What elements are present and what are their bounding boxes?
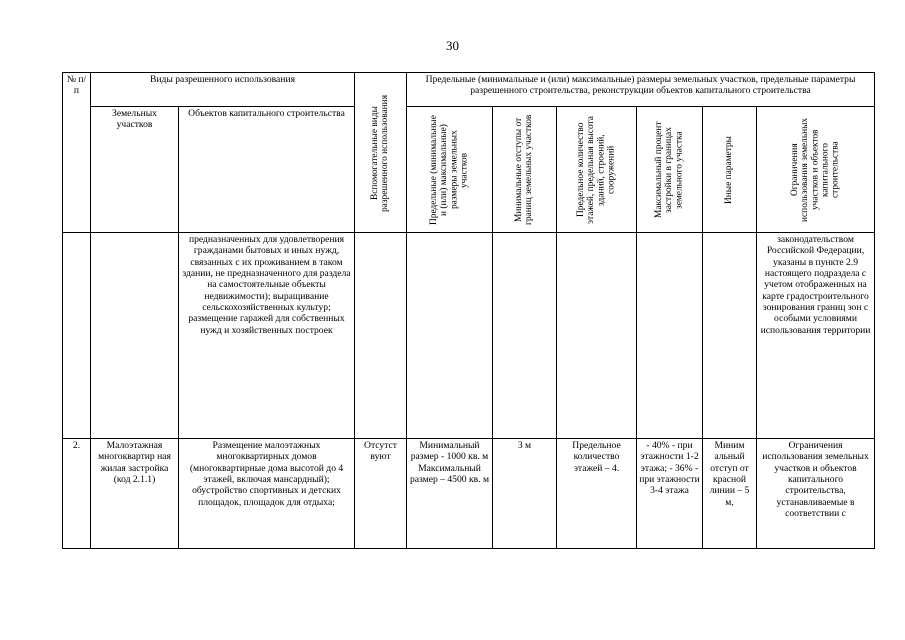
header-sub-etazhi-cell bbox=[557, 107, 637, 233]
header-sub-procent: Максимальный процент застройки в границах земельного участка bbox=[654, 121, 685, 218]
header-sub-ogranicheniya: Ограничения использования земельных участков и объектов капитального строительства bbox=[790, 117, 841, 222]
cell-num: 2. bbox=[63, 439, 91, 549]
cell-ogranicheniya: Ограничения использования земельных участков и объектов капитального строительства, устанавливаемые в соответствии с bbox=[757, 439, 875, 549]
table-row bbox=[63, 233, 875, 439]
cell-razmery bbox=[407, 233, 493, 439]
cell-etazhi bbox=[557, 233, 637, 439]
cell-etazhi: Предельное количество этажей – 4. bbox=[557, 439, 637, 549]
header-sub-procent-cell bbox=[637, 107, 703, 233]
cell-obektov: предназначенных для удовлетворения гражданами бытовых и иных нужд, связанных с их проживанием в таком здании, не предназначенного для раздела на самостоятельные объекты недвижимости); выращивание сельскохозяйственных культур; размещение гаражей для собственных нужд и хозяйственных построек bbox=[179, 233, 355, 439]
cell-vspomogatelnye: Отсутст вуют bbox=[355, 439, 407, 549]
header-sub-ogranicheniya-cell bbox=[757, 107, 875, 233]
cell-procent bbox=[637, 233, 703, 439]
table-row bbox=[63, 439, 875, 549]
zoning-table-wrapper bbox=[62, 72, 875, 549]
cell-otstupy: 3 м bbox=[493, 439, 557, 549]
zoning-table bbox=[62, 72, 875, 549]
header-sub-otstupy: Минимальные отступы от границ земельных участков bbox=[514, 114, 535, 225]
cell-zemelnyh: Малоэтажная многоквартир ная жилая застройка (код 2.1.1) bbox=[91, 439, 179, 549]
header-vspomogatelnye-cell bbox=[355, 73, 407, 233]
header-vspomogatelnye: Вспомогательные виды разрешенного использования bbox=[370, 94, 391, 212]
header-sub-inye: Иные параметры bbox=[724, 135, 735, 204]
header-sub-inye-cell bbox=[703, 107, 757, 233]
cell-otstupy bbox=[493, 233, 557, 439]
cell-ogranicheniya: законодательством Российской Федерации, указаны в пункте 2.9 настоящего подраздела с учетом отображенных на карте градостроительного зонирования границ зон с особыми условиями использования территории bbox=[757, 233, 875, 439]
header-sub-razmery-cell bbox=[407, 107, 493, 233]
header-sub-otstupy-cell bbox=[493, 107, 557, 233]
header-obektov: Объектов капитального строительства bbox=[179, 107, 355, 233]
page-number: 30 bbox=[446, 38, 459, 53]
header-sub-etazhi: Предельное количество этажей, предельная высота зданий, строений, сооружений bbox=[576, 115, 617, 224]
header-sub-razmery: Предельные (минимальные и (или) максимальные) размеры земельных участков bbox=[429, 114, 470, 225]
header-num: № п/п bbox=[63, 73, 91, 233]
cell-inye: Миним альный отступ от красной линии – 5 м, bbox=[703, 439, 757, 549]
cell-procent: - 40% - при этажности 1-2 этажа; - 36% - при этажности 3-4 этажа bbox=[637, 439, 703, 549]
cell-num bbox=[63, 233, 91, 439]
cell-zemelnyh bbox=[91, 233, 179, 439]
header-predelnye: Предельные (минимальные и (или) максимальные) размеры земельных участков, предельные параметры разрешенного строительства, реконструкции объектов капитального строительства bbox=[407, 73, 875, 107]
header-vidy: Виды разрешенного использования bbox=[91, 73, 355, 107]
header-row-1 bbox=[63, 73, 875, 107]
header-zemelnyh: Земельных участков bbox=[91, 107, 179, 233]
cell-inye bbox=[703, 233, 757, 439]
cell-vspomogatelnye bbox=[355, 233, 407, 439]
cell-razmery: Минимальный размер - 1000 кв. м Максимальный размер – 4500 кв. м bbox=[407, 439, 493, 549]
cell-obektov: Размещение малоэтажных многоквартирных домов (многоквартирные дома высотой до 4 этажей, включая мансардный); обустройство спортивных и детских площадок, площадок для отдыха; bbox=[179, 439, 355, 549]
header-row-2 bbox=[63, 107, 875, 233]
